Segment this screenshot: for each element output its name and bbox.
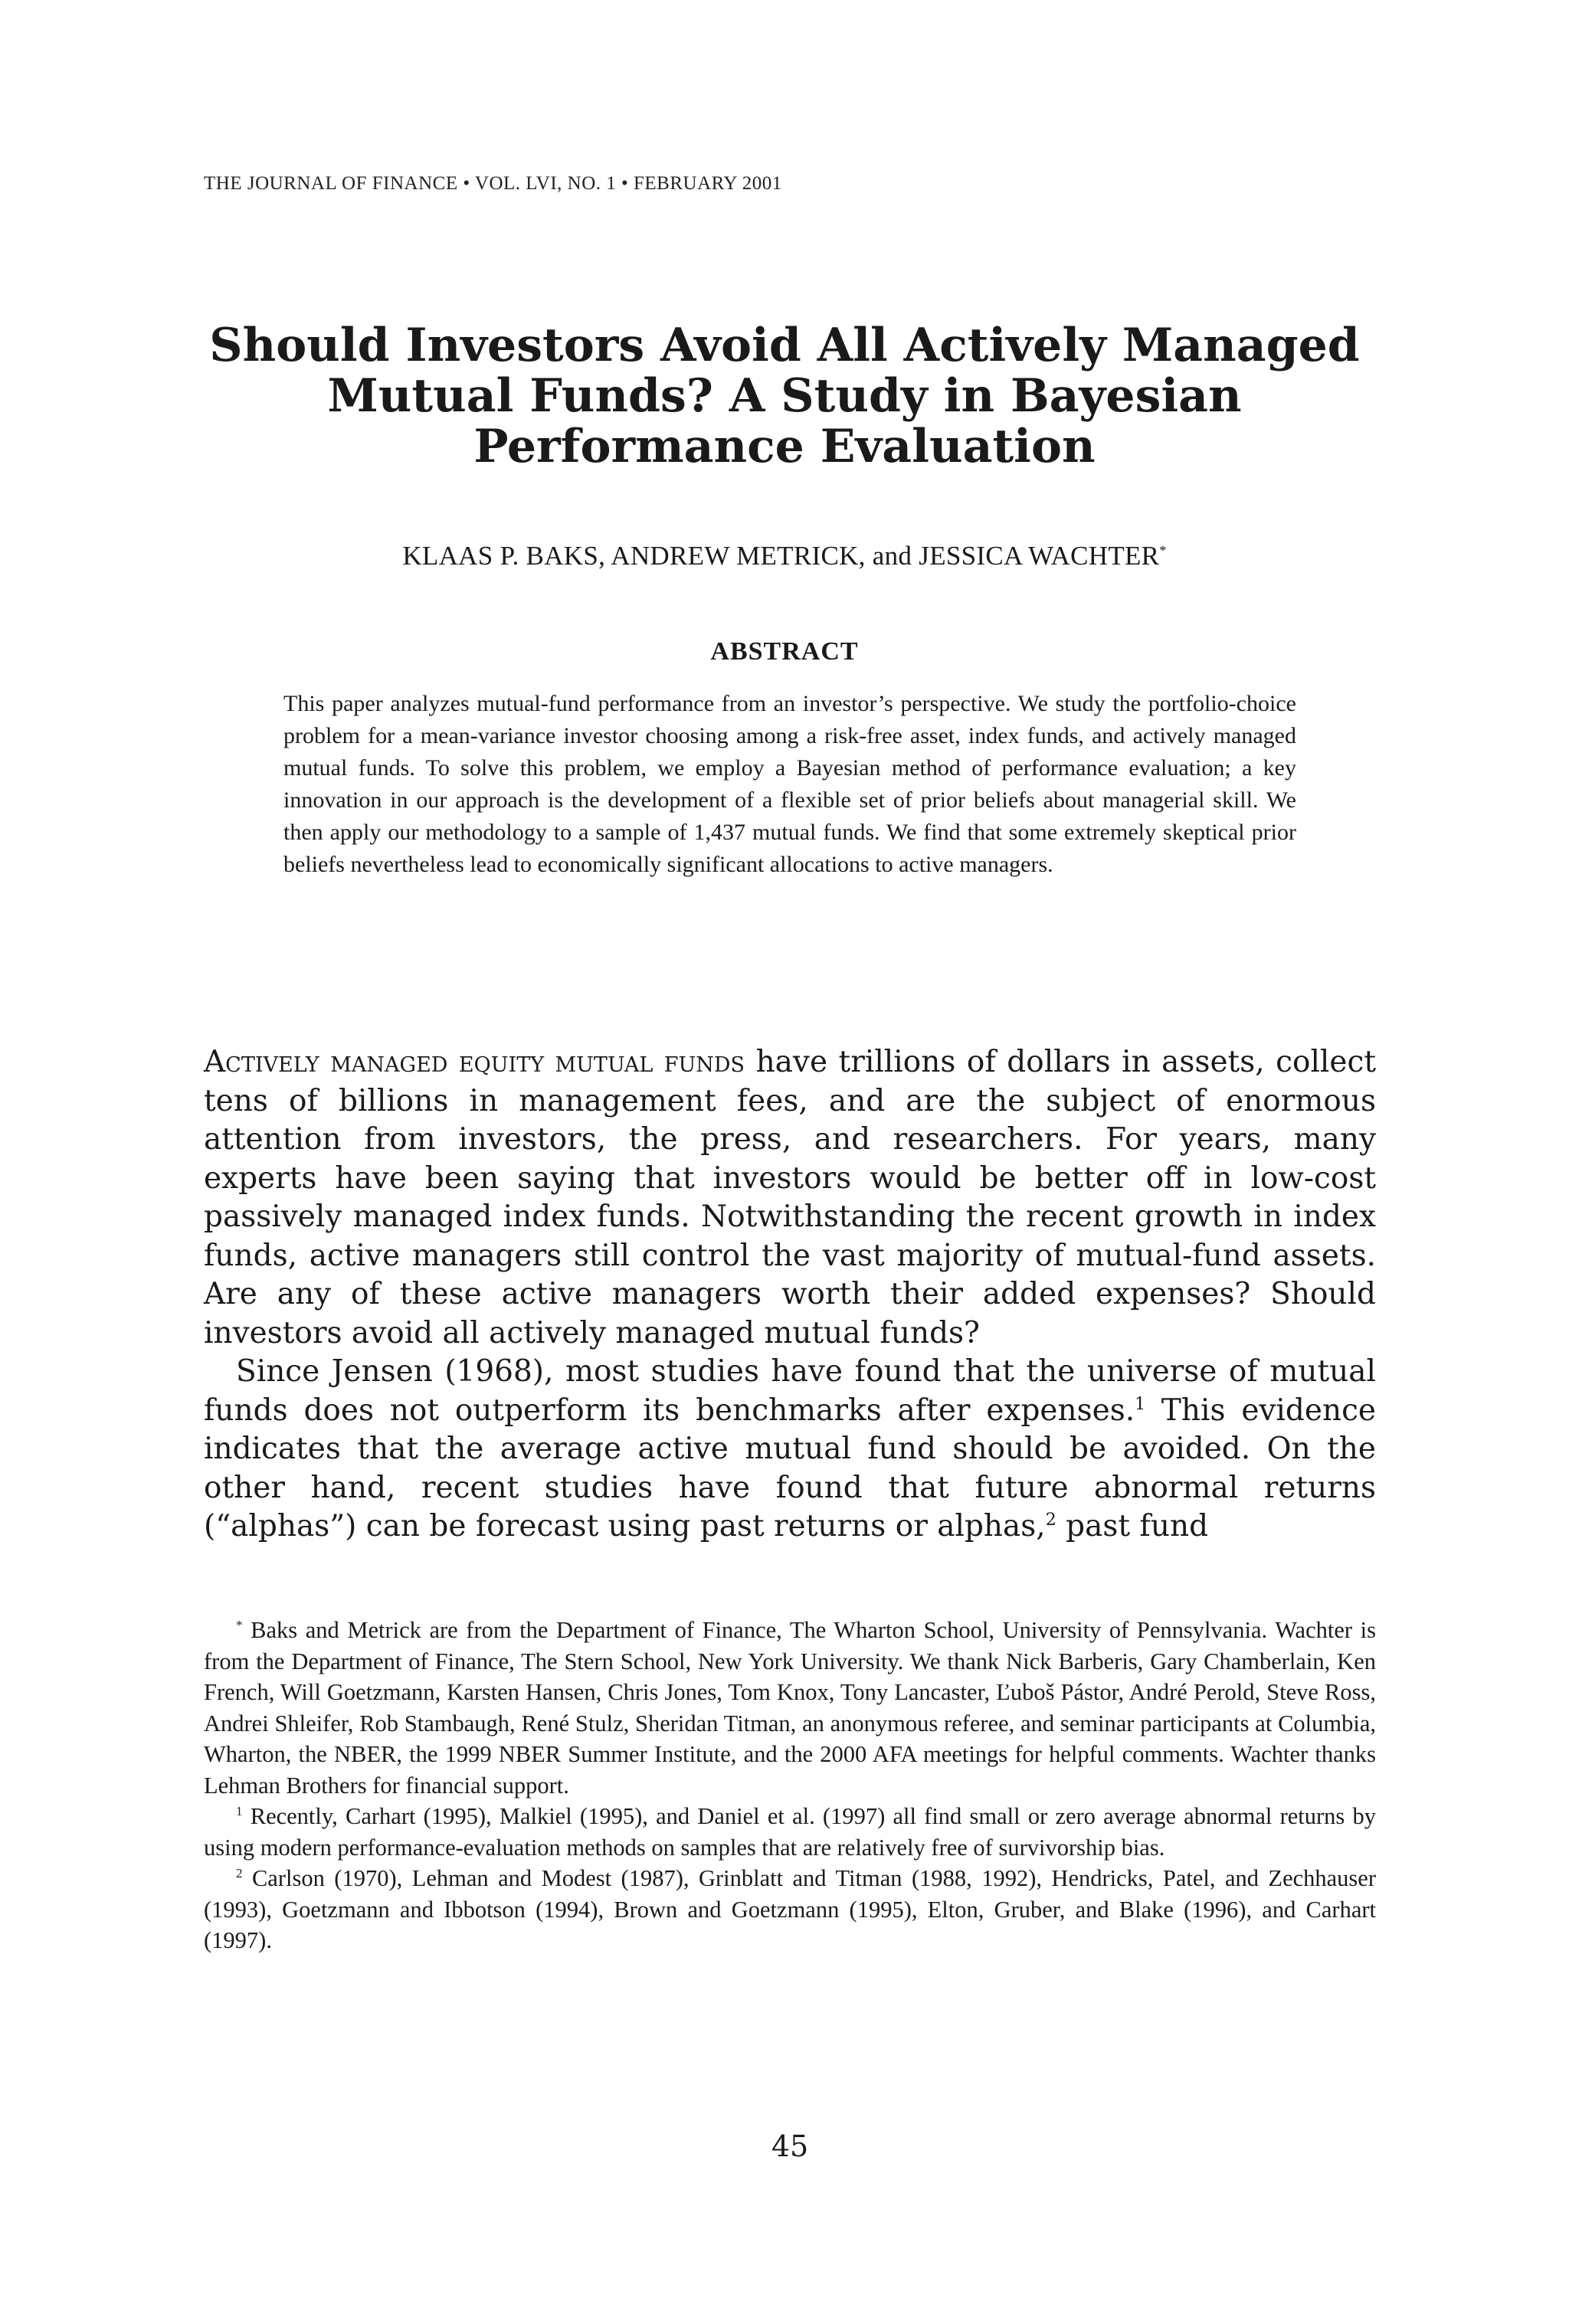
running-head: THE JOURNAL OF FINANCE • VOL. LVI, NO. 1 • FEBRUARY 2001 bbox=[204, 173, 782, 194]
author-names: KLAAS P. BAKS, ANDREW METRICK, and JESSICA WACHTER bbox=[402, 541, 1160, 571]
paper-title bbox=[204, 320, 1365, 472]
footnote-star-text: Baks and Metrick are from the Department of Finance, The Wharton School, University of Pennsylvania. Wachter is from the Department of Finance, The Stern School, New York University. We thank Nick Barberis, Gary Chamberlain, Ken French, Will Goetzmann, Karsten Hansen, Chris Jones, Tom Knox, Tony Lancaster, Ľuboš Pástor, André Perold, Steve Ross, Andrei Shleifer, Rob Stambaugh, René Stulz, Sheridan Titman, an anonymous referee, and seminar participants at Columbia, Wharton, the NBER, the 1999 NBER Summer Institute, and the 2000 AFA meetings for helpful comments. Wachter thanks Lehman Brothers for financial support. bbox=[204, 1617, 1376, 1799]
author-footnote-mark: * bbox=[1159, 542, 1167, 558]
footnotes bbox=[204, 1615, 1376, 1956]
author-list bbox=[204, 541, 1365, 571]
footnote-2 bbox=[204, 1863, 1376, 1956]
paragraph-2-text-a: Since Jensen (1968), most studies have found that the universe of mutual funds does not outperform its benchmarks after expenses. bbox=[204, 1354, 1376, 1428]
title-line-2: Mutual Funds? A Study in Bayesian bbox=[327, 369, 1242, 423]
footnote-ref-1: 1 bbox=[1135, 1394, 1146, 1414]
title-line-3: Performance Evaluation bbox=[473, 420, 1096, 473]
abstract-heading: ABSTRACT bbox=[710, 637, 859, 666]
footnote-1-text: Recently, Carhart (1995), Malkiel (1995), and Daniel et al. (1997) all find small or zero average abnormal returns by using modern performance-evaluation methods on samples that are relatively free of survivorship bias. bbox=[204, 1803, 1376, 1861]
footnote-2-text: Carlson (1970), Lehman and Modest (1987), Grinblatt and Titman (1988, 1992), Hendricks, Patel, and Zechhauser (1993), Goetzmann and Ibbotson (1994), Brown and Goetzmann (1995), Elton, Gruber, and Blake (1996), and Carhart (1997). bbox=[204, 1865, 1376, 1953]
paragraph-2-text-b: This evidence indicates that the average active mutual fund should be avoided. On the other hand, recent studies have found that future abnormal returns (“alphas”) can be forecast using past returns or alphas, bbox=[204, 1393, 1376, 1543]
footnote-1 bbox=[204, 1801, 1376, 1863]
title-line-1: Should Investors Avoid All Actively Managed bbox=[209, 319, 1360, 372]
footnote-star bbox=[204, 1615, 1376, 1801]
footnote-ref-2: 2 bbox=[1045, 1511, 1056, 1530]
footnote-2-mark: 2 bbox=[236, 1865, 243, 1880]
footnote-1-mark: 1 bbox=[236, 1803, 243, 1818]
body-paragraph-2 bbox=[204, 1353, 1376, 1547]
lead-in-smallcaps: Actively managed equity mutual funds bbox=[204, 1045, 745, 1079]
page-number: 45 bbox=[771, 2129, 809, 2163]
body-text bbox=[204, 1043, 1376, 1547]
paragraph-2-text-c: past fund bbox=[1056, 1509, 1209, 1543]
abstract-text: This paper analyzes mutual-fund performance from an investor’s perspective. We study the portfolio-choice problem for a mean-variance investor choosing among a risk-free asset, index funds, and actively managed mutual funds. To solve this problem, we employ a Bayesian method of performance evaluation; a key innovation in our approach is the development of a flexible set of prior beliefs about managerial skill. We then apply our methodology to a sample of 1,437 mutual funds. We find that some extremely skeptical prior beliefs nevertheless lead to economically significant allocations to active managers. bbox=[283, 691, 1296, 877]
body-paragraph-1 bbox=[204, 1043, 1376, 1353]
footnote-star-mark: * bbox=[236, 1617, 243, 1632]
paragraph-1-text: have trillions of dollars in assets, collect tens of billions in management fees, and are the subject of enormous attention from investors, the press, and researchers. For years, many experts have been saying that investors would be better off in low-cost passively managed index funds. Notwithstanding the recent growth in index funds, active managers still control the vast majority of mutual-fund assets. Are any of these active managers worth their added expenses? Should investors avoid all actively managed mutual funds? bbox=[204, 1045, 1376, 1350]
